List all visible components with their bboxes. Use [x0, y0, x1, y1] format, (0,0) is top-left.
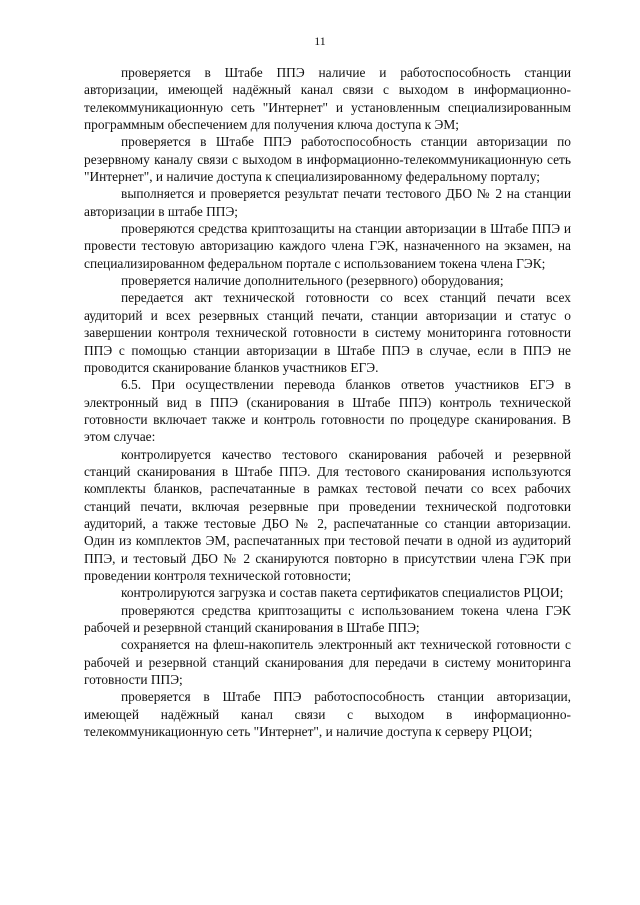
page-number: 11 [314, 34, 326, 48]
paragraph: проверяется наличие дополнительного (резервного) оборудования; [121, 273, 504, 289]
paragraph: проверяются средства криптозащиты на станции авторизации в Штабе ППЭ и провести тестовую авторизацию каждого члена ГЭК, назначенного на экзамен, на специализированном федеральном портале с использованием токена члена ГЭК; [84, 221, 571, 271]
paragraph: выполняется и проверяется результат печати тестового ДБО № 2 на станции авторизации в штабе ППЭ; [84, 186, 571, 219]
paragraph: проверяется в Штабе ППЭ наличие и работоспособность станции авторизации, имеющей надёжный канал связи с выходом в информационно-телекоммуникационную сеть "Интернет" и установленным специализированным программным обеспечением для получения ключа доступа к ЭМ; [84, 65, 571, 133]
paragraph: проверяется в Штабе ППЭ работоспособность станции авторизации по резервному каналу связи с выходом в информационно-телекоммуникационную сеть "Интернет", и наличие доступа к специализированному федеральному порталу; [84, 134, 571, 185]
paragraph: сохраняется на флеш-накопитель электронный акт технической готовности с рабочей и резервной станций сканирования для передачи в систему мониторинга готовности ППЭ; [84, 637, 571, 688]
paragraph: проверяются средства криптозащиты с использованием токена члена ГЭК рабочей и резервной станций сканирования в Штабе ППЭ; [84, 602, 571, 635]
paragraph: проверяется в Штабе ППЭ работоспособность станции авторизации, имеющей надёжный канал связи с выходом в информационно-телекоммуникационную сеть "Интернет", и наличие доступа к серверу РЦОИ; [84, 689, 571, 740]
paragraph: контролируется качество тестового сканирования рабочей и резервной станций сканирования в Штабе ППЭ. Для тестового сканирования используются комплекты бланков, распечатанные в рамках тестовой печати со всех рабочих станций печати, включая резервные при проведении технической подготовки аудиторий, а также тестовые ДБО № 2, распечатанные со станции авторизации. Один из комплектов ЭМ, распечатанных при тестовой печати в одной из аудиторий ППЭ, и тестовый ДБО № 2 сканируются повторно в присутствии члена ГЭК при проведении контроля технической готовности; [84, 446, 571, 583]
paragraph: контролируются загрузка и состав пакета сертификатов специалистов РЦОИ; [121, 585, 564, 601]
paragraph: передается акт технической готовности со всех станций печати всех аудиторий и всех резервных станций печати, станции авторизации и статус о завершении контроля технической готовности в систему мониторинга готовности ППЭ с помощью станции авторизации в Штабе ППЭ в случае, если в ППЭ не проводится сканирование бланков участников ЕГЭ. [84, 290, 571, 375]
paragraph: 6.5. При осуществлении перевода бланков ответов участников ЕГЭ в электронный вид в ППЭ (сканирования в Штабе ППЭ) контроль технической готовности включает также и контроль готовности по процедуре сканирования. В этом случае: [84, 377, 571, 445]
document-body [84, 64, 571, 740]
